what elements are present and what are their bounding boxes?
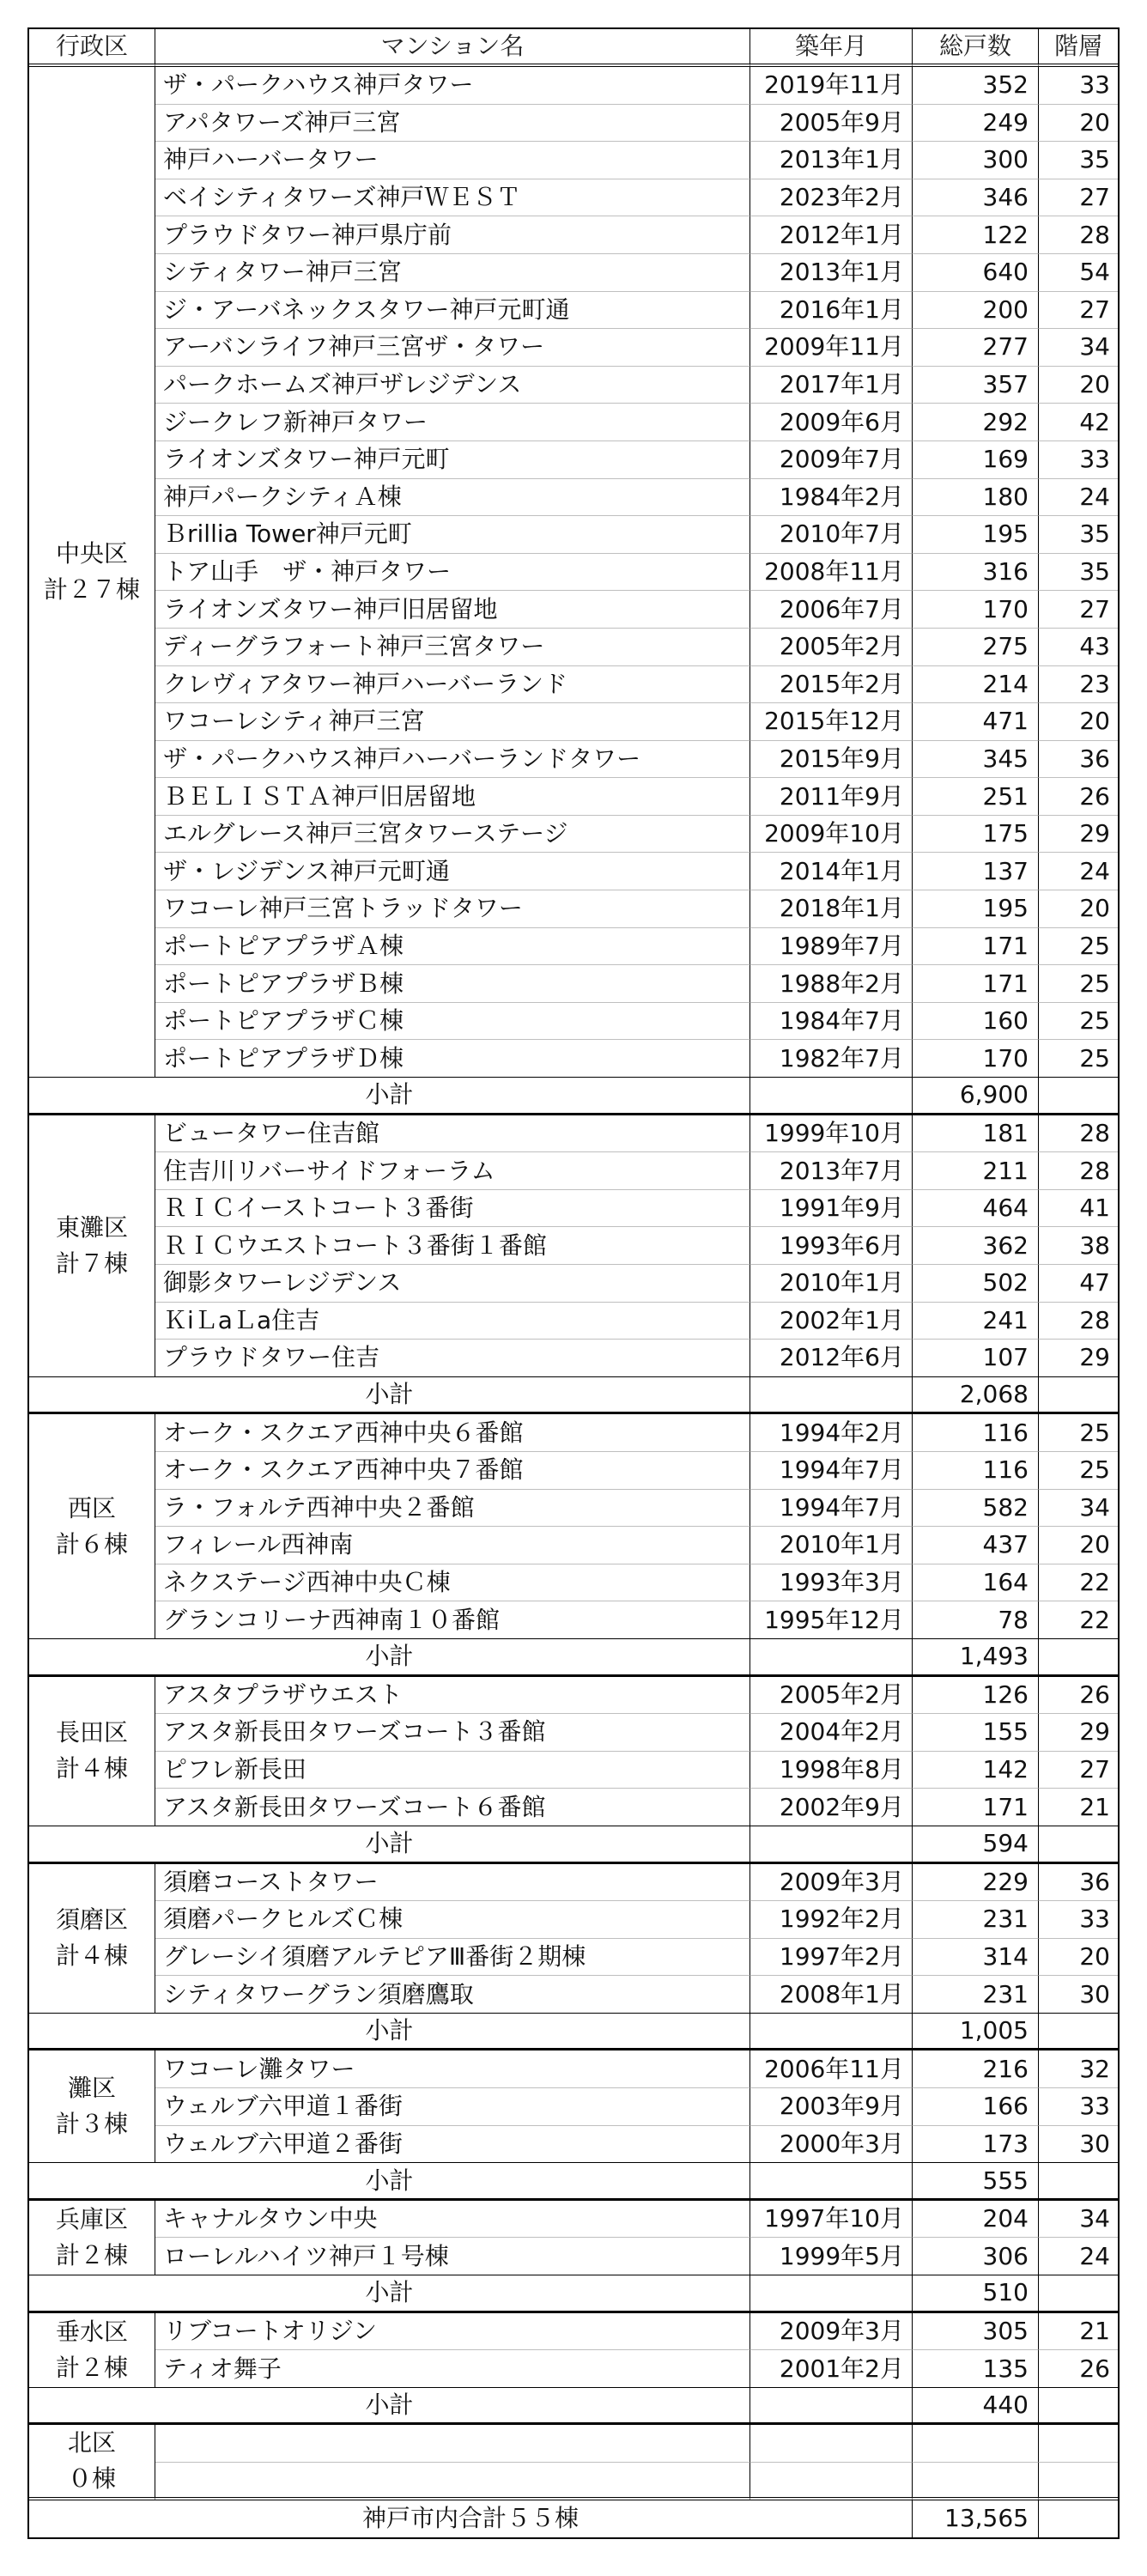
header-built-date: 築年月: [750, 29, 913, 67]
total-units: 169: [913, 441, 1039, 479]
total-units: 135: [913, 2350, 1039, 2388]
floor-count: 25: [1039, 1414, 1118, 1452]
floor-count: 34: [1039, 329, 1118, 367]
built-date: 2014年1月: [750, 853, 913, 890]
total-units: 122: [913, 216, 1039, 254]
built-date: 1997年2月: [750, 1939, 913, 1977]
mansion-name: ウェルブ六甲道２番街: [155, 2126, 750, 2164]
mansion-name: アパタワーズ神戸三宮: [155, 105, 750, 143]
built-date: 1982年7月: [750, 1040, 913, 1078]
ward-building-count: 計２棟: [55, 2353, 128, 2382]
floor-count: 35: [1039, 516, 1118, 554]
total-units: 345: [913, 741, 1039, 779]
subtotal-built-empty: [750, 2014, 913, 2051]
mansion-name: グランコリーナ西神南１０番館: [155, 1601, 750, 1639]
floor-count: 54: [1039, 254, 1118, 292]
built-date: 2002年1月: [750, 1303, 913, 1340]
total-units: 78: [913, 1601, 1039, 1639]
built-date: 1992年2月: [750, 1901, 913, 1939]
ward-name: 垂水区: [55, 2317, 128, 2346]
total-units: 170: [913, 591, 1039, 629]
mansion-name: ティオ舞子: [155, 2350, 750, 2388]
subtotal-floors-empty: [1039, 2163, 1118, 2201]
floor-count: 24: [1039, 479, 1118, 517]
subtotal-label: 小計: [29, 1826, 750, 1864]
grand-total-label: 神戸市内合計５５棟: [29, 2500, 913, 2538]
ward-building-count: 計６棟: [55, 1529, 128, 1558]
total-units: 214: [913, 666, 1039, 704]
built-date: 2013年7月: [750, 1152, 913, 1190]
subtotal-built-empty: [750, 1639, 913, 1677]
mansion-name: アスタ新長田タワーズコート６番館: [155, 1789, 750, 1826]
mansion-name: ウェルブ六甲道１番街: [155, 2088, 750, 2126]
ward-building-count: 計３棟: [55, 2110, 128, 2139]
tower-mansion-table: [27, 27, 1120, 2539]
subtotal-label: 小計: [29, 2014, 750, 2051]
built-date: 2005年2月: [750, 1677, 913, 1715]
ward-building-count: 計２棟: [55, 2240, 128, 2269]
total-units: 126: [913, 1677, 1039, 1715]
mansion-name: フィレール西神南: [155, 1527, 750, 1564]
built-date: 1997年10月: [750, 2201, 913, 2239]
mansion-name: シティタワーグラン須磨鷹取: [155, 1976, 750, 2014]
floor-count: 29: [1039, 816, 1118, 854]
floor-count: 35: [1039, 142, 1118, 179]
total-units: 231: [913, 1976, 1039, 2014]
total-units: 180: [913, 479, 1039, 517]
subtotal-floors-empty: [1039, 2388, 1118, 2426]
floor-count: 20: [1039, 703, 1118, 741]
built-date: 2006年7月: [750, 591, 913, 629]
floor-count: 20: [1039, 890, 1118, 928]
built-date: 2010年1月: [750, 1527, 913, 1564]
floor-count: 23: [1039, 666, 1118, 704]
mansion-name: ザ・レジデンス神戸元町通: [155, 853, 750, 890]
total-units: 142: [913, 1752, 1039, 1789]
floor-count: [1039, 2425, 1118, 2463]
total-units: 471: [913, 703, 1039, 741]
subtotal-built-empty: [750, 1377, 913, 1415]
mansion-name: ワコーレ神戸三宮トラッドタワー: [155, 890, 750, 928]
total-units: 277: [913, 329, 1039, 367]
floor-count: 36: [1039, 1864, 1118, 1902]
floor-count: 28: [1039, 216, 1118, 254]
built-date: 2013年1月: [750, 254, 913, 292]
floor-count: 20: [1039, 367, 1118, 404]
total-units: 640: [913, 254, 1039, 292]
built-date: 1994年2月: [750, 1414, 913, 1452]
total-units: 116: [913, 1452, 1039, 1490]
ward-building-count: 計４棟: [55, 1754, 128, 1783]
built-date: 2005年9月: [750, 105, 913, 143]
total-units: 305: [913, 2313, 1039, 2351]
built-date: 1988年2月: [750, 965, 913, 1003]
total-units: 155: [913, 1714, 1039, 1752]
ward-name: 須磨区: [55, 1905, 128, 1935]
floor-count: 34: [1039, 2201, 1118, 2239]
floor-count: 26: [1039, 1677, 1118, 1715]
total-units: 352: [913, 67, 1039, 105]
total-units: 229: [913, 1864, 1039, 1902]
built-date: 1984年7月: [750, 1003, 913, 1041]
total-units: 346: [913, 179, 1039, 217]
ward-name: 長田区: [55, 1718, 128, 1747]
total-units: 107: [913, 1340, 1039, 1377]
mansion-name: [155, 2463, 750, 2500]
floor-count: 21: [1039, 1789, 1118, 1826]
subtotal-built-empty: [750, 1078, 913, 1115]
floor-count: 29: [1039, 1714, 1118, 1752]
floor-count: 41: [1039, 1190, 1118, 1228]
total-units: 464: [913, 1190, 1039, 1228]
mansion-name: グレーシイ須磨アルテピアⅢ番街２期棟: [155, 1939, 750, 1977]
built-date: 2009年11月: [750, 329, 913, 367]
total-units: 314: [913, 1939, 1039, 1977]
total-units: 171: [913, 1789, 1039, 1826]
mansion-name: ワコーレシティ神戸三宮: [155, 703, 750, 741]
mansion-name: ジークレフ新神戸タワー: [155, 404, 750, 441]
built-date: 2006年11月: [750, 2050, 913, 2088]
built-date: 2009年3月: [750, 1864, 913, 1902]
subtotal-units: 6,900: [913, 1078, 1039, 1115]
floor-count: 24: [1039, 2238, 1118, 2275]
total-units: 171: [913, 965, 1039, 1003]
total-units: 251: [913, 778, 1039, 816]
built-date: 2008年1月: [750, 1976, 913, 2014]
subtotal-built-empty: [750, 2163, 913, 2201]
floor-count: 21: [1039, 2313, 1118, 2351]
floor-count: 35: [1039, 554, 1118, 592]
mansion-name: キャナルタウン中央: [155, 2201, 750, 2239]
ward-cell: [29, 2425, 155, 2500]
built-date: 2016年1月: [750, 292, 913, 330]
built-date: 2013年1月: [750, 142, 913, 179]
floor-count: 22: [1039, 1564, 1118, 1602]
total-units: 216: [913, 2050, 1039, 2088]
built-date: 2009年3月: [750, 2313, 913, 2351]
total-units: 204: [913, 2201, 1039, 2239]
mansion-name: リブコートオリジン: [155, 2313, 750, 2351]
built-date: 1993年6月: [750, 1227, 913, 1265]
mansion-name: ＲＩＣウエストコート３番街１番館: [155, 1227, 750, 1265]
subtotal-built-empty: [750, 1826, 913, 1864]
mansion-name: ラ・フォルテ西神中央２番館: [155, 1490, 750, 1528]
subtotal-label: 小計: [29, 1639, 750, 1677]
subtotal-label: 小計: [29, 2388, 750, 2426]
subtotal-units: 555: [913, 2163, 1039, 2201]
mansion-name: 須磨パークヒルズＣ棟: [155, 1901, 750, 1939]
subtotal-label: 小計: [29, 2275, 750, 2313]
floor-count: 38: [1039, 1227, 1118, 1265]
total-units: 170: [913, 1040, 1039, 1078]
floor-count: 33: [1039, 441, 1118, 479]
mansion-name: [155, 2425, 750, 2463]
grand-total-floors-empty: [1039, 2500, 1118, 2538]
ward-building-count: 計２７棟: [43, 575, 140, 605]
mansion-name: ザ・パークハウス神戸タワー: [155, 67, 750, 105]
mansion-name: ザ・パークハウス神戸ハーバーランドタワー: [155, 741, 750, 779]
mansion-name: ライオンズタワー神戸旧居留地: [155, 591, 750, 629]
mansion-name: ＲＩＣイーストコート３番街: [155, 1190, 750, 1228]
subtotal-units: 2,068: [913, 1377, 1039, 1415]
floor-count: 30: [1039, 1976, 1118, 2014]
built-date: 2001年2月: [750, 2350, 913, 2388]
subtotal-units: 1,493: [913, 1639, 1039, 1677]
built-date: 2012年1月: [750, 216, 913, 254]
total-units: 200: [913, 292, 1039, 330]
total-units: 300: [913, 142, 1039, 179]
built-date: 2003年9月: [750, 2088, 913, 2126]
ward-name: 兵庫区: [55, 2204, 128, 2233]
subtotal-floors-empty: [1039, 1377, 1118, 1415]
built-date: 1998年8月: [750, 1752, 913, 1789]
ward-name: 北区: [67, 2428, 116, 2457]
mansion-name: 御影タワーレジデンス: [155, 1265, 750, 1303]
subtotal-floors-empty: [1039, 1639, 1118, 1677]
subtotal-floors-empty: [1039, 1826, 1118, 1864]
floor-count: 26: [1039, 2350, 1118, 2388]
ward-building-count: 計４棟: [55, 1941, 128, 1971]
total-units: 173: [913, 2126, 1039, 2164]
total-units: 116: [913, 1414, 1039, 1452]
built-date: 2010年7月: [750, 516, 913, 554]
total-units: 211: [913, 1152, 1039, 1190]
mansion-name: ポートピアプラザＢ棟: [155, 965, 750, 1003]
mansion-name: ポートピアプラザＣ棟: [155, 1003, 750, 1041]
built-date: 1991年9月: [750, 1190, 913, 1228]
built-date: 2009年6月: [750, 404, 913, 441]
mansion-name: ＫiＬaＬa住吉: [155, 1303, 750, 1340]
floor-count: 34: [1039, 1490, 1118, 1528]
built-date: 2015年12月: [750, 703, 913, 741]
subtotal-label: 小計: [29, 1078, 750, 1115]
floor-count: 26: [1039, 778, 1118, 816]
total-units: 362: [913, 1227, 1039, 1265]
built-date: 2019年11月: [750, 67, 913, 105]
total-units: 231: [913, 1901, 1039, 1939]
total-units: 437: [913, 1527, 1039, 1564]
floor-count: 27: [1039, 292, 1118, 330]
floor-count: 28: [1039, 1115, 1118, 1153]
mansion-name: ポートピアプラザＤ棟: [155, 1040, 750, 1078]
ward-name: 中央区: [55, 539, 128, 568]
subtotal-floors-empty: [1039, 2014, 1118, 2051]
subtotal-floors-empty: [1039, 1078, 1118, 1115]
floor-count: 27: [1039, 179, 1118, 217]
total-units: 195: [913, 890, 1039, 928]
floor-count: 29: [1039, 1340, 1118, 1377]
mansion-name: ローレルハイツ神戸１号棟: [155, 2238, 750, 2275]
floor-count: 42: [1039, 404, 1118, 441]
floor-count: 20: [1039, 1939, 1118, 1977]
floor-count: 25: [1039, 1003, 1118, 1041]
ward-name: 東灘区: [55, 1212, 128, 1242]
ward-cell: [29, 1414, 155, 1639]
built-date: 1994年7月: [750, 1490, 913, 1528]
header-ward: 行政区: [29, 29, 155, 67]
built-date: 2000年3月: [750, 2126, 913, 2164]
mansion-name: ビュータワー住吉館: [155, 1115, 750, 1153]
total-units: 275: [913, 629, 1039, 666]
built-date: 1995年12月: [750, 1601, 913, 1639]
floor-count: 43: [1039, 629, 1118, 666]
total-units: 175: [913, 816, 1039, 854]
total-units: 316: [913, 554, 1039, 592]
built-date: [750, 2425, 913, 2463]
subtotal-built-empty: [750, 2275, 913, 2313]
mansion-name: ジ・アーバネックスタワー神戸元町通: [155, 292, 750, 330]
floor-count: 33: [1039, 67, 1118, 105]
subtotal-floors-empty: [1039, 2275, 1118, 2313]
header-mansion-name: マンション名: [155, 29, 750, 67]
total-units: [913, 2425, 1039, 2463]
ward-cell: [29, 2050, 155, 2163]
total-units: [913, 2463, 1039, 2500]
floor-count: 33: [1039, 2088, 1118, 2126]
mansion-name: ポートピアプラザＡ棟: [155, 928, 750, 966]
header-floor-count: 階層: [1039, 29, 1118, 67]
ward-cell: [29, 2313, 155, 2388]
subtotal-units: 1,005: [913, 2014, 1039, 2051]
floor-count: 27: [1039, 1752, 1118, 1789]
floor-count: 47: [1039, 1265, 1118, 1303]
built-date: 1989年7月: [750, 928, 913, 966]
floor-count: 20: [1039, 1527, 1118, 1564]
built-date: 2023年2月: [750, 179, 913, 217]
mansion-name: シティタワー神戸三宮: [155, 254, 750, 292]
mansion-name: エルグレース神戸三宮タワーステージ: [155, 816, 750, 854]
mansion-name: ＢＥＬＩＳＴＡ神戸旧居留地: [155, 778, 750, 816]
total-units: 502: [913, 1265, 1039, 1303]
mansion-name: ライオンズタワー神戸元町: [155, 441, 750, 479]
floor-count: 28: [1039, 1303, 1118, 1340]
built-date: 1999年5月: [750, 2238, 913, 2275]
built-date: 1993年3月: [750, 1564, 913, 1602]
ward-name: 灘区: [67, 2074, 116, 2103]
ward-building-count: 計７棟: [55, 1249, 128, 1278]
built-date: 2017年1月: [750, 367, 913, 404]
ward-cell: [29, 1115, 155, 1377]
floor-count: 27: [1039, 591, 1118, 629]
built-date: 2010年1月: [750, 1265, 913, 1303]
total-units: 137: [913, 853, 1039, 890]
mansion-name: クレヴィアタワー神戸ハーバーランド: [155, 666, 750, 704]
ward-building-count: ０棟: [67, 2464, 116, 2493]
floor-count: 20: [1039, 105, 1118, 143]
subtotal-units: 440: [913, 2388, 1039, 2426]
floor-count: 36: [1039, 741, 1118, 779]
total-units: 160: [913, 1003, 1039, 1041]
built-date: 2004年2月: [750, 1714, 913, 1752]
floor-count: 22: [1039, 1601, 1118, 1639]
total-units: 292: [913, 404, 1039, 441]
ward-cell: [29, 1677, 155, 1826]
built-date: 1999年10月: [750, 1115, 913, 1153]
built-date: 2005年2月: [750, 629, 913, 666]
built-date: 2009年7月: [750, 441, 913, 479]
total-units: 164: [913, 1564, 1039, 1602]
total-units: 241: [913, 1303, 1039, 1340]
built-date: 2012年6月: [750, 1340, 913, 1377]
floor-count: 25: [1039, 965, 1118, 1003]
mansion-name: プラウドタワー住吉: [155, 1340, 750, 1377]
total-units: 195: [913, 516, 1039, 554]
ward-cell: [29, 1864, 155, 2014]
built-date: 2011年9月: [750, 778, 913, 816]
mansion-name: 神戸パークシティＡ棟: [155, 479, 750, 517]
built-date: 2002年9月: [750, 1789, 913, 1826]
mansion-name: アスタプラザウエスト: [155, 1677, 750, 1715]
built-date: 1994年7月: [750, 1452, 913, 1490]
floor-count: 25: [1039, 928, 1118, 966]
floor-count: 25: [1039, 1452, 1118, 1490]
built-date: 2009年10月: [750, 816, 913, 854]
mansion-name: ワコーレ灘タワー: [155, 2050, 750, 2088]
mansion-name: 須磨コーストタワー: [155, 1864, 750, 1902]
total-units: 166: [913, 2088, 1039, 2126]
floor-count: 33: [1039, 1901, 1118, 1939]
floor-count: 28: [1039, 1152, 1118, 1190]
floor-count: 25: [1039, 1040, 1118, 1078]
subtotal-units: 594: [913, 1826, 1039, 1864]
floor-count: 30: [1039, 2126, 1118, 2164]
total-units: 249: [913, 105, 1039, 143]
total-units: 171: [913, 928, 1039, 966]
subtotal-units: 510: [913, 2275, 1039, 2313]
built-date: 2008年11月: [750, 554, 913, 592]
ward-name: 西区: [67, 1493, 116, 1522]
mansion-name: 神戸ハーバータワー: [155, 142, 750, 179]
mansion-name: オーク・スクエア西神中央７番館: [155, 1452, 750, 1490]
total-units: 306: [913, 2238, 1039, 2275]
mansion-name: パークホームズ神戸ザレジデンス: [155, 367, 750, 404]
mansion-name: ベイシティタワーズ神戸ＷＥＳＴ: [155, 179, 750, 217]
mansion-name: アスタ新長田タワーズコート３番館: [155, 1714, 750, 1752]
mansion-name: プラウドタワー神戸県庁前: [155, 216, 750, 254]
mansion-name: ピフレ新長田: [155, 1752, 750, 1789]
grand-total-units: 13,565: [913, 2500, 1039, 2538]
floor-count: [1039, 2463, 1118, 2500]
mansion-name: アーバンライフ神戸三宮ザ・タワー: [155, 329, 750, 367]
subtotal-label: 小計: [29, 2163, 750, 2201]
total-units: 181: [913, 1115, 1039, 1153]
subtotal-built-empty: [750, 2388, 913, 2426]
built-date: 1984年2月: [750, 479, 913, 517]
floor-count: 24: [1039, 853, 1118, 890]
ward-cell: [29, 2201, 155, 2275]
floor-count: 32: [1039, 2050, 1118, 2088]
subtotal-label: 小計: [29, 1377, 750, 1415]
built-date: 2018年1月: [750, 890, 913, 928]
total-units: 357: [913, 367, 1039, 404]
total-units: 582: [913, 1490, 1039, 1528]
ward-cell: [29, 67, 155, 1078]
header-total-units: 総戸数: [913, 29, 1039, 67]
mansion-name: ネクステージ西神中央Ｃ棟: [155, 1564, 750, 1602]
mansion-name: トア山手 ザ・神戸タワー: [155, 554, 750, 592]
mansion-name: 住吉川リバーサイドフォーラム: [155, 1152, 750, 1190]
built-date: 2015年9月: [750, 741, 913, 779]
built-date: 2015年2月: [750, 666, 913, 704]
mansion-name: オーク・スクエア西神中央６番館: [155, 1414, 750, 1452]
built-date: [750, 2463, 913, 2500]
mansion-name: Ｂrillia Tower神戸元町: [155, 516, 750, 554]
mansion-name: ディーグラフォート神戸三宮タワー: [155, 629, 750, 666]
